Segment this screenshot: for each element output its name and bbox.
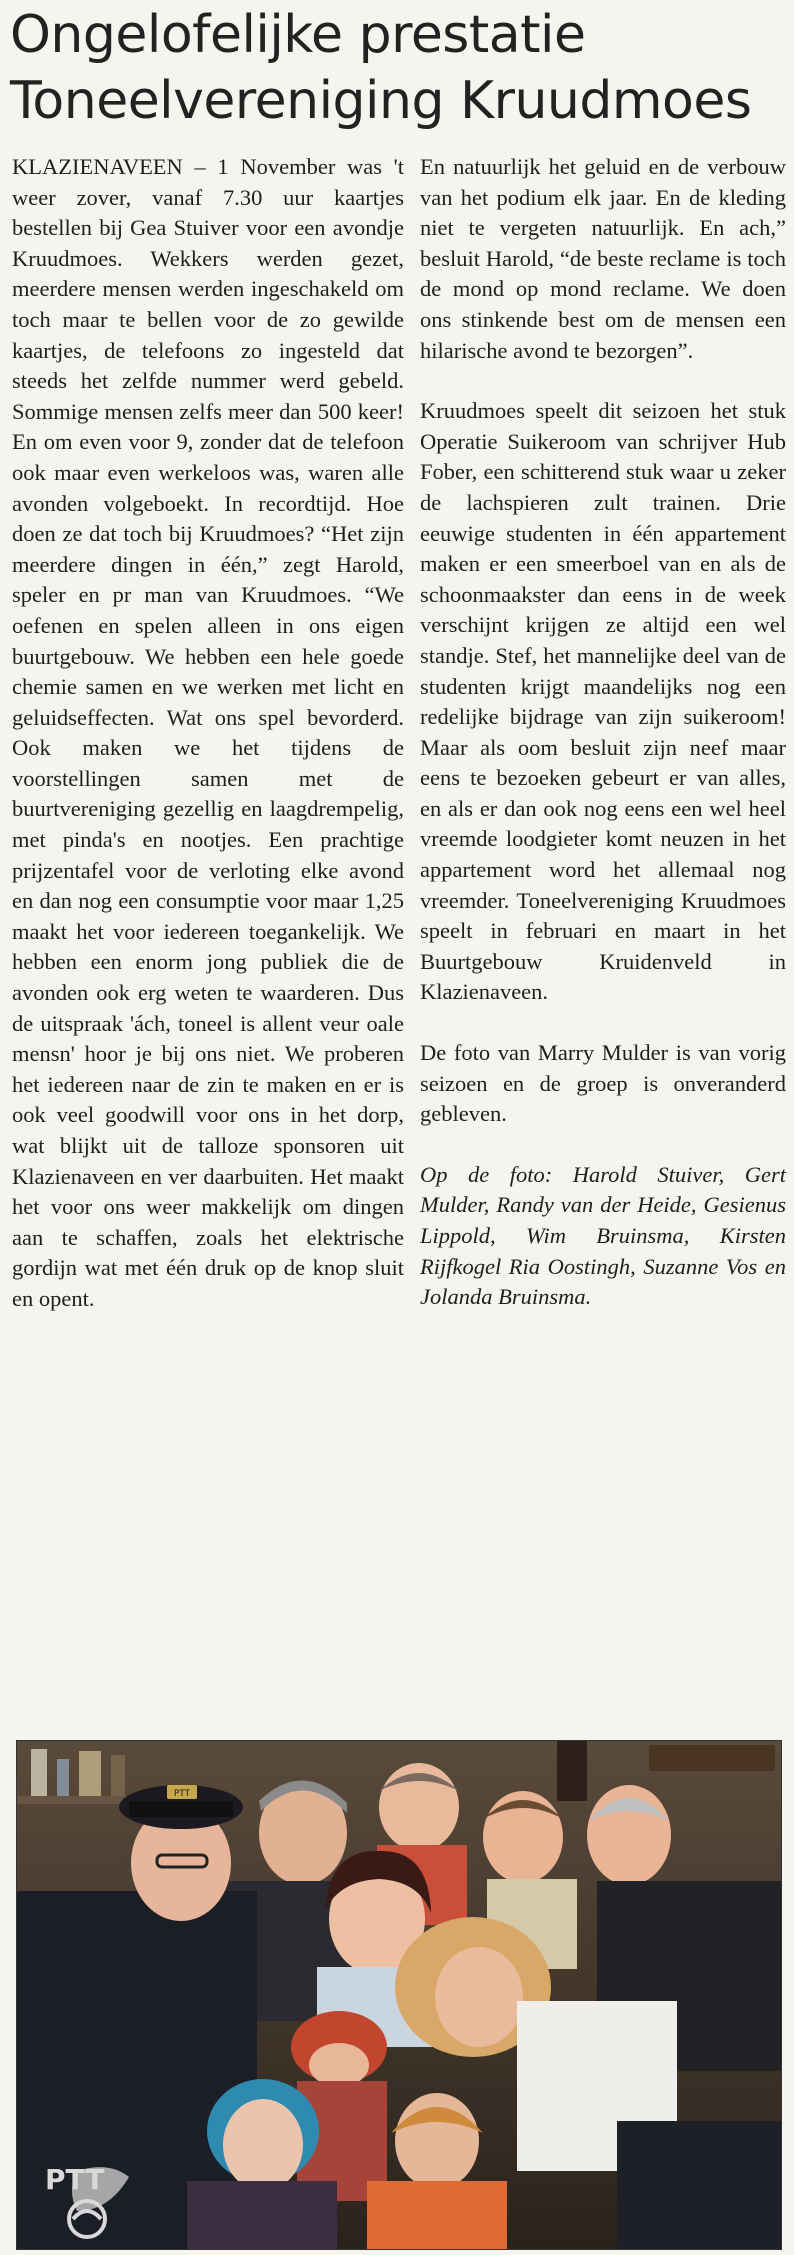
- headline-line-1: Ongelofelijke prestatie: [10, 5, 586, 65]
- article-column-right: [420, 152, 786, 1313]
- wall-sign: [649, 1745, 775, 1771]
- article-paragraph: KLAZIENAVEEN – 1 November was 't weer zover, vanaf 7.30 uur kaartjes bestellen bij Gea Stuiver voor een avondje Kruudmoes. Wekkers werden gezet, meerdere mensen werden ingeschakeld om toch maar te bellen voor de zo gewilde kaartjes, de telefoons zo ingesteld dat steeds het zelfde nummer werd gebeld. Sommige mensen zelfs meer dan 500 keer! En om even voor 9, zonder dat de telefoon ook maar even werkeloos was, waren alle avonden volgeboekt. In recordtijd. Hoe doen ze dat toch bij Kruudmoes? “Het zijn meerdere dingen in één,” zegt Harold, speler en pr man van Kruudmoes. “We oefenen en spelen alleen in ons eigen buurtgebouw. We hebben een hele goede chemie samen en we werken met licht en geluidseffecten. Wat ons spel bevorderd. Ook maken we het tijdens de voorstellingen samen met de buurtvereniging gezellig en laagdrempelig, met pinda's en nootjes. Een prachtige prijzentafel voor de verloting elke avond en dan nog een consumptie voor maar 1,25 maakt het voor iedereen toegankelijk. We hebben een enorm jong publiek die de avonden ook erg weten te waarderen. Dus de uitspraak 'ách, toneel is allent veur oale mensn' hoor je bij ons niet. We proberen het iedereen naar de zin te maken en er is ook veel goodwill voor ons in het dorp, wat blijkt uit de talloze sponsoren uit Klazienaveen en ver daarbuiten. Het maakt het voor ons weer makkelijk om dingen aan te schaffen, zoals het elektrische gordijn wat met één druk op de knop sluit en opent.: [12, 154, 404, 1311]
- group-photo: [16, 1740, 782, 2250]
- headline-line-2: Toneelvereniging Kruudmoes: [10, 71, 752, 131]
- group-photo-illustration: [17, 1741, 782, 2250]
- article-paragraph: Kruudmoes speelt dit seizoen het stuk Operatie Suikeroom van schrijver Hub Fober, een schitterend stuk waar u zeker de lachspieren zult trainen. Drie eeuwige studenten in één appartement maken er een smeerboel van en als de schoonmaakster dan eens in de week verschijnt krijgen ze altijd een wel standje. Stef, het mannelijke deel van de studenten krijgt maandelijks nog een redelijke bijdrage van zijn suikeroom! Maar als oom besluit zijn neef maar eens te bezoeken gebeurt er van alles, en als er dan ook nog eens een wel heel vreemde loodgieter komt neuzen in het appartement word het allemaal nog vreemder. Toneelvereniging Kruudmoes speelt in februari en maart in het Buurtgebouw Kruidenveld in Klazienaveen.: [420, 398, 786, 1005]
- article-paragraph: En natuurlijk het geluid en de verbouw van het podium elk jaar. En de kleding niet te vergeten natuurlijk. En ach,” besluit Harold, “de beste reclame is toch de mond op mond reclame. We doen ons stinkende best om de mensen een hilarische avond te bezorgen”.: [420, 154, 786, 363]
- ptt-logo-text: PTT: [45, 2163, 105, 2196]
- person-bottom-right: [617, 2121, 782, 2250]
- cap-badge-text: PTT: [173, 1789, 191, 1799]
- article-paragraph: De foto van Marry Mulder is van vorig seizoen en de groep is onveranderd gebleven.: [420, 1040, 786, 1127]
- photo-caption: Op de foto: Harold Stuiver, Gert Mulder, Randy van der Heide, Gesienus Lippold, Wim Bruinsma, Kirsten Rijfkogel Ria Oostingh, Suzanne Vos en Jolanda Bruinsma.: [420, 1161, 786, 1310]
- article-headline: [10, 2, 790, 134]
- article-column-left: [12, 152, 404, 1315]
